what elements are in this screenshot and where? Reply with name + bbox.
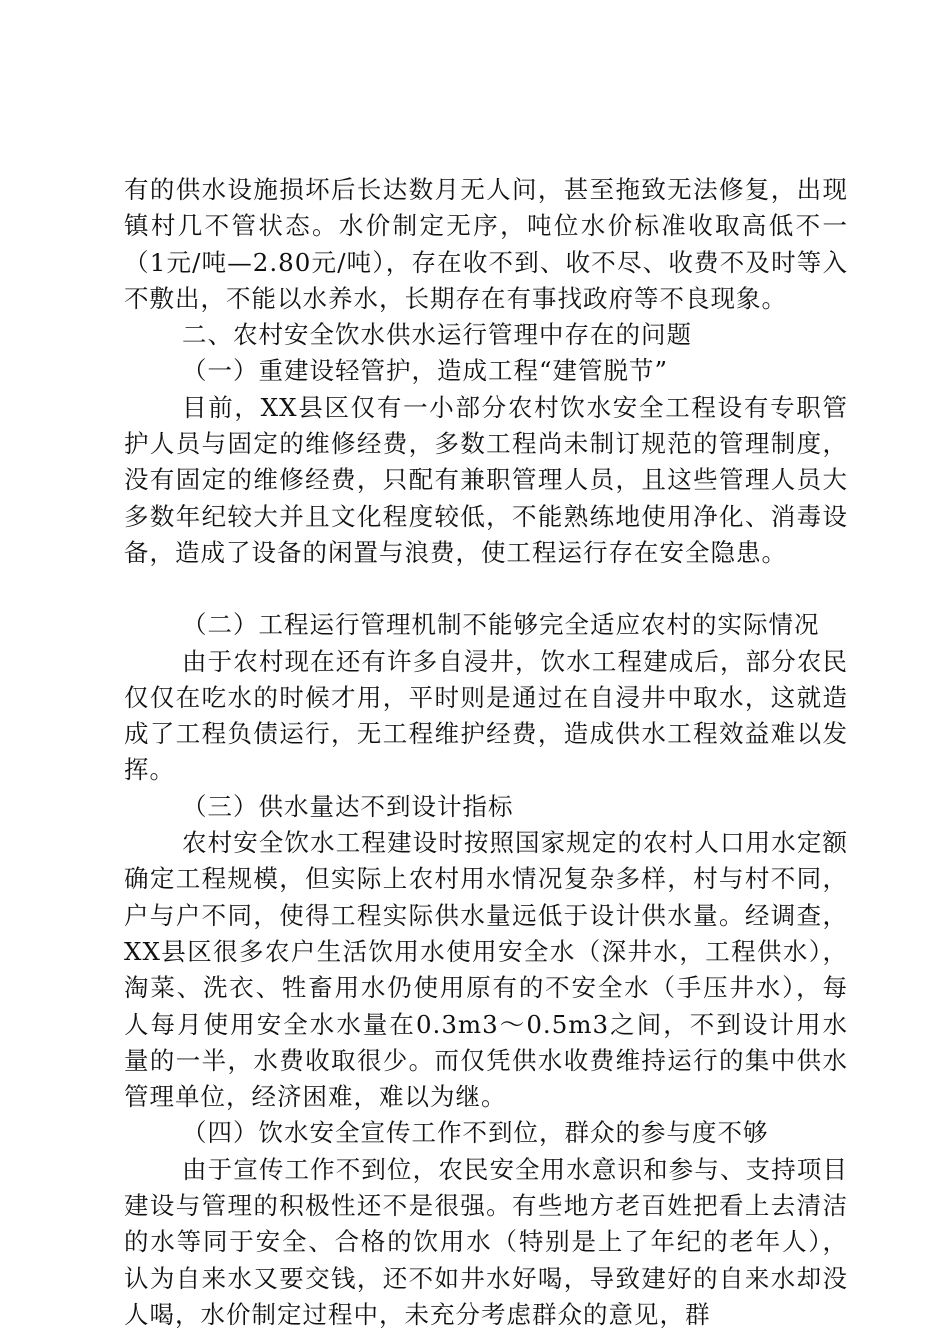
document-body bbox=[124, 172, 848, 1333]
paragraph-maintenance: 目前，XX县区仅有一小部分农村饮水安全工程设有专职管护人员与固定的维修经费，多数工程尚未制订规范的管理制度，没有固定的维修经费，只配有兼职管理人员，且这些管理人员大多数年纪较大并且文化程度较低，不能熟练地使用净化、消毒设备，造成了设备的闲置与浪费，使工程运行存在安全隐患。 bbox=[124, 392, 848, 567]
paragraph-water-price: 有的供水设施损坏后长达数月无人问，甚至拖致无法修复，出现镇村几不管状态。水价制定无序，吨位水价标准收取高低不一（1元/吨—2.80元/吨），存在收不到、收不尽、收费不及时等入不敷出，不能以水养水，长期存在有事找政府等不良现象。 bbox=[124, 175, 848, 313]
subheading-1: （一）重建设轻管护，造成工程“建管脱节” bbox=[182, 356, 669, 386]
paragraph-water-volume: 农村安全饮水工程建设时按照国家规定的农村人口用水定额确定工程规模，但实际上农村用水情况复杂多样，村与村不同，户与户不同，使得工程实际供水量远低于设计供水量。经调查，XX县区很多农户生活饮用水使用安全水（深井水，工程供水），淘菜、洗衣、牲畜用水仍使用原有的不安全水（手压井水），每人每月使用安全水水量在0.3m3～0.5m3之间，不到设计用水量的一半，水费收取很少。而仅凭供水收费维持运行的集中供水管理单位，经济困难，难以为继。 bbox=[124, 828, 848, 1112]
subheading-4: （四）饮水安全宣传工作不到位，群众的参与度不够 bbox=[182, 1118, 769, 1148]
subheading-3: （三）供水量达不到设计指标 bbox=[182, 791, 514, 821]
section-heading-problems: 二、农村安全饮水供水运行管理中存在的问题 bbox=[182, 320, 692, 350]
subheading-2: （二）工程运行管理机制不能够完全适应农村的实际情况 bbox=[182, 610, 820, 640]
blank-line bbox=[124, 571, 848, 607]
paragraph-publicity: 由于宣传工作不到位，农民安全用水意识和参与、支持项目建设与管理的积极性还不是很强。有些地方老百姓把看上去清洁的水等同于安全、合格的饮用水（特别是上了年纪的老年人），认为自来水又要交钱，还不如井水好喝，导致建好的自来水却没人喝，水价制定过程中，未充分考虑群众的意见，群 bbox=[124, 1154, 848, 1329]
paragraph-wells: 由于农村现在还有许多自浸井，饮水工程建成后，部分农民仅仅在吃水的时候才用，平时则是通过在自浸井中取水，这就造成了工程负债运行，无工程维护经费，造成供水工程效益难以发挥。 bbox=[124, 646, 848, 785]
